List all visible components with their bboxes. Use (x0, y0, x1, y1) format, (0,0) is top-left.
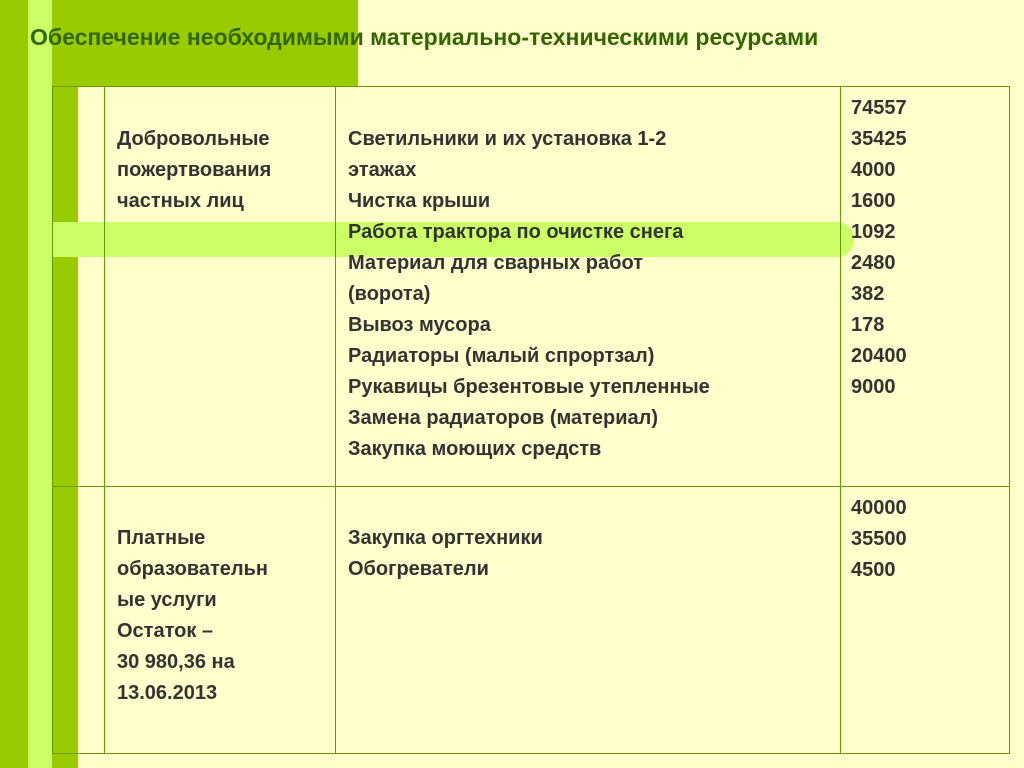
expense-item-line: Работа трактора по очистке снега (348, 221, 684, 243)
row-marker-cell (53, 487, 105, 754)
amount-value: 35500 (851, 528, 907, 550)
expense-item-line: этажах (348, 159, 417, 181)
resources-table (52, 86, 1010, 754)
expense-item-line: Закупка оргтехники (348, 527, 543, 549)
amount-value: 35425 (851, 128, 907, 150)
funding-source-line: частных лиц (117, 190, 244, 212)
funding-source-line: Остаток – (117, 620, 214, 642)
row-marker-cell (53, 87, 105, 487)
expense-item-line: Светильники и их установка 1-2 (348, 128, 667, 150)
funding-source-line: ые услуги (117, 589, 217, 611)
amounts-cell (841, 87, 1010, 487)
funding-source-line: 13.06.2013 (117, 682, 218, 704)
amount-value: 40000 (851, 497, 907, 519)
expense-item-line: Обогреватели (348, 558, 489, 580)
page-title: Обеспечение необходимыми материально-техническими ресурсами (30, 24, 819, 50)
expense-item-line: Чистка крыши (348, 190, 491, 212)
expense-item-line: Материал для сварных работ (348, 252, 644, 274)
funding-source-cell (105, 487, 336, 754)
funding-source-line: Добровольные (117, 128, 270, 150)
table-row (53, 487, 1010, 754)
amount-value: 178 (851, 314, 885, 336)
funding-source-line: 30 980,36 на (117, 651, 235, 673)
expense-item-line: Вывоз мусора (348, 314, 491, 336)
amounts-cell (841, 487, 1010, 754)
amount-value: 382 (851, 283, 885, 305)
amount-value: 74557 (851, 97, 907, 119)
expense-item-line: Замена радиаторов (материал) (348, 407, 659, 429)
expense-item-line: Радиаторы (малый спрортзал) (348, 345, 655, 367)
amount-value: 2480 (851, 252, 896, 274)
expense-item-line: Рукавицы брезентовые утепленные (348, 376, 710, 398)
amount-value: 4000 (851, 159, 896, 181)
background-inner-strip (28, 0, 52, 768)
expense-items-cell (336, 87, 841, 487)
amount-value: 4500 (851, 559, 896, 581)
funding-source-line: Платные (117, 527, 206, 549)
expense-items-cell (336, 487, 841, 754)
funding-source-line: пожертвования (117, 159, 272, 181)
amount-value: 1600 (851, 190, 896, 212)
amount-value: 1092 (851, 221, 896, 243)
table-row (53, 87, 1010, 487)
funding-source-line: образовательн (117, 558, 268, 580)
amount-value: 9000 (851, 376, 896, 398)
amount-value: 20400 (851, 345, 907, 367)
funding-source-cell (105, 87, 336, 487)
expense-item-line: Закупка моющих средств (348, 438, 602, 460)
expense-item-line: (ворота) (348, 283, 431, 305)
